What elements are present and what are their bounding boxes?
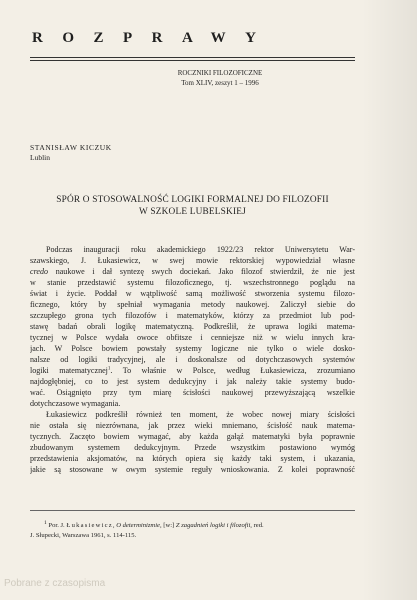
footnote-line-2: J. Słupecki, Warszawa 1961, s. 114-115.: [30, 532, 137, 540]
body-line: credo naukowe i dał syntezę swych dociekań. Jako filozof stwierdził, że nie jest: [30, 267, 355, 276]
footnote-book: Z zagadnień logiki i filozofii: [175, 522, 251, 530]
footnote-rule: [30, 510, 355, 511]
body-line: szczupłego grona tych filozofów i matematyków, którzy za przedmiot lub pod-: [30, 311, 355, 320]
journal-volume: Tom XLIV, zeszyt 1 – 1996: [181, 79, 259, 87]
article-title-line-2: W SZKOLE LUBELSKIEJ: [139, 207, 246, 217]
body-line: logiki matematycznej$^1$. To właśnie w Polsce, według Łukasiewicza, zrozumiano: [30, 366, 355, 375]
body-line: zbudowanym systemem dedukcyjnym. Przede wszystkim postawiono wymóg: [30, 443, 355, 452]
body-line: tycznej w Polsce wydała owoce obfitsze i cenniejsze niż w wielu innych kra-: [30, 333, 355, 342]
body-line: świat i życie. Poddał w wątpliwość samą możliwość stworzenia systemu filozo-: [30, 289, 355, 298]
author-block: [30, 143, 112, 163]
body-line: stawę badań obrali logikę matematyczną. Podkreślił, że uprawa logiki matema-: [30, 322, 355, 331]
article-title-line-1: SPÓR O STOSOWALNOŚĆ LOGIKI FORMALNEJ DO FILOZOFII: [56, 195, 329, 205]
body-line: dotychczasowe wymagania.: [30, 399, 121, 408]
emphasis: credo: [30, 267, 49, 276]
article-body: [30, 244, 355, 475]
body-line: nalsze od logiki tradycyjnej, ale i doskonalsze od dotychczasowych systemów: [30, 355, 355, 364]
watermark: Pobrane z czasopisma: [4, 578, 106, 589]
author-city: Lublin: [30, 153, 50, 162]
body-line: najdogłębniej, co to jest system dedukcyjny i jak należy takie systemy budo-: [30, 377, 355, 386]
body-line: Łukasiewicz podkreślił również ten moment, że wobec nowej miary ścisłości: [46, 410, 355, 419]
footnote-work: O determinizmie: [116, 522, 160, 530]
body-line: ficznego, który by spełniał wymagania metody naukowej. Zaliczył siebie do: [30, 300, 355, 309]
footnote-number: 1: [44, 520, 47, 526]
footnote-ref: 1: [107, 366, 111, 372]
body-line: nie ostała się niezrównana, jak przez wieki mniemano, ścisłość nauk matema-: [30, 421, 355, 430]
journal-info: [140, 68, 300, 88]
journal-name: ROCZNIKI FILOZOFICZNE: [177, 69, 263, 77]
body-line: Podczas inauguracji roku akademickiego 1922/23 rektor Uniwersytetu War-: [46, 245, 355, 254]
article-title: [30, 194, 355, 218]
page-shadow: [362, 0, 417, 600]
body-line: jach. W Polsce bowiem powstały systemy logiczne nie tylko o wiele dosko-: [30, 344, 355, 353]
section-heading: ROZPRAWY: [32, 30, 276, 46]
body-line: przedstawienia aksjomatów, na których opiera się każdy taki system, i ukazania,: [30, 454, 355, 463]
body-line: tycznych. Zaczęto bowiem wymagać, aby każda gałąź matematyki była poprawnie: [30, 432, 355, 441]
footnote-author: Łukasiewicz: [66, 522, 113, 530]
body-line: szawskiego, J. Łukasiewicz, w swej mowie rektorskiej wypowiedział własne: [30, 256, 355, 265]
body-line: jakie są stosowane w owym systemie reguły wnioskowania. Z kolei poprawność: [30, 465, 355, 474]
body-line: w stanie przedstawić systemu filozoficznego, tj. wszechstronnego poglądu na: [30, 278, 355, 287]
header-rule-bottom: [30, 60, 355, 61]
author-name: STANISŁAW KICZUK: [30, 143, 112, 152]
body-line: wać. Osiągnięto przy tym miarę ścisłości naukowej przewyższającą wszelkie: [30, 388, 355, 397]
header-rule-top: [30, 57, 355, 58]
footnote-line-1: $^1$ Por. J. Łukasiewicz, O determinizmie, [w:] Z zagadnień logiki i filozofii, red.: [44, 520, 264, 530]
footnote: [30, 518, 355, 541]
